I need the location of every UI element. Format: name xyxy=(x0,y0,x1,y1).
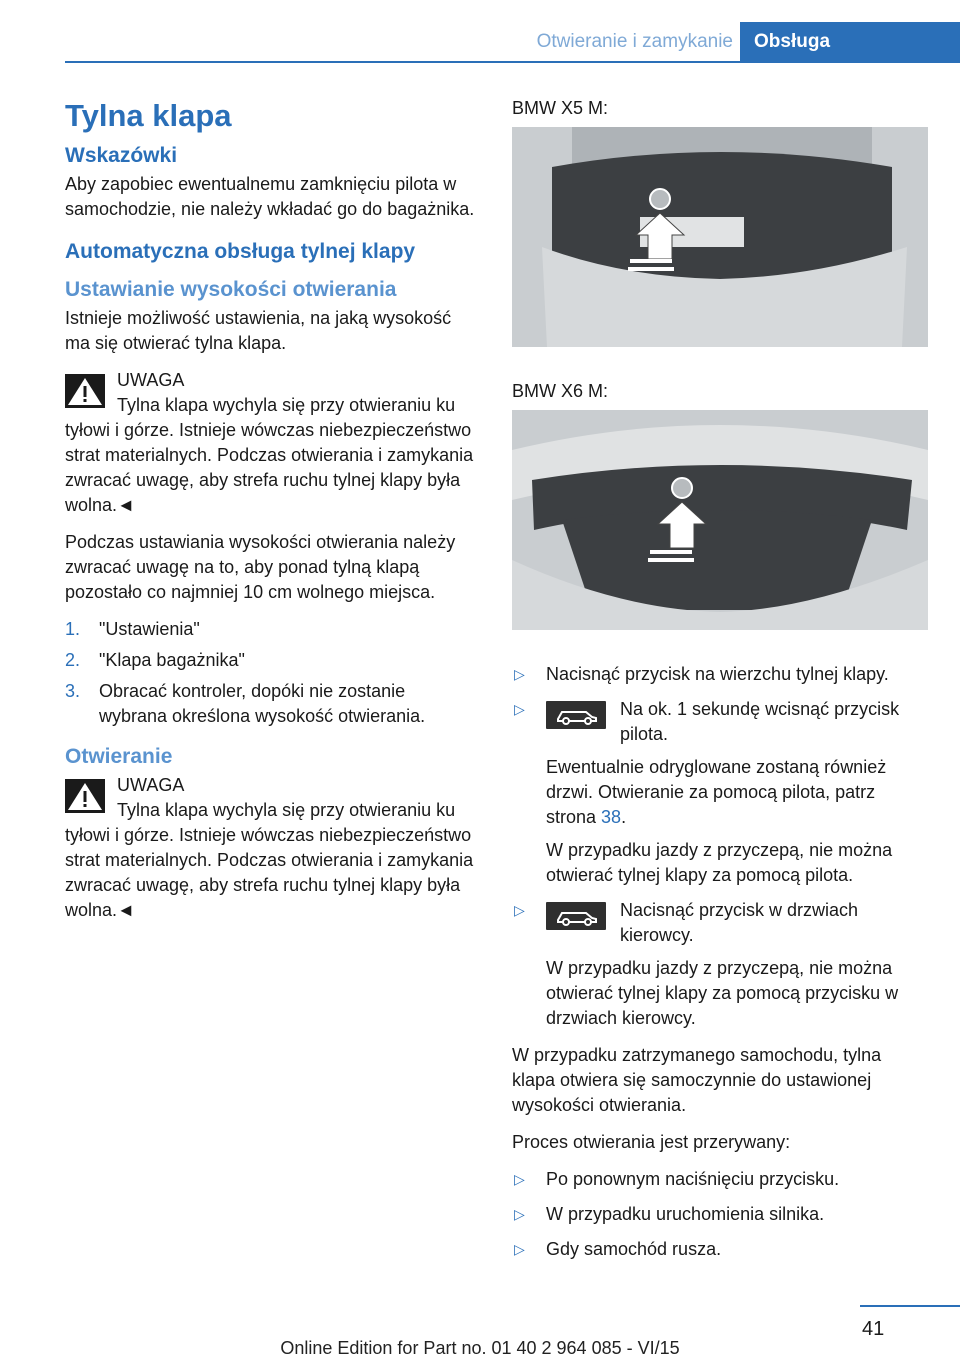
height-text: Istnieje możliwość ustawienia, na jaką wysokość ma się otwierać tylna klapa. xyxy=(65,308,452,353)
footer-rule xyxy=(860,1305,960,1307)
header-section-title: Otwieranie i zamykanie xyxy=(536,31,733,52)
interrupt-intro: Proces otwierania jest przerywany: xyxy=(512,1132,791,1152)
header-chapter-tab[interactable]: Obsługa xyxy=(740,22,960,62)
warning-triangle-icon xyxy=(65,779,105,813)
page-title: Tylna klapa xyxy=(65,98,232,133)
tailgate-x6-illustration xyxy=(512,410,928,630)
door-tailgate-button-icon xyxy=(546,902,606,930)
bullet-text: Gdy samochód rusza. xyxy=(546,1239,722,1259)
bullet-text: Po ponownym naciśnięciu przycisku. xyxy=(546,1169,840,1189)
bullet-text: Nacisnąć przycisk w drzwiach kierowcy. xyxy=(620,900,859,945)
step-item xyxy=(65,617,477,642)
tailgate-x5-illustration xyxy=(512,127,928,347)
notes-heading: Wskazówki xyxy=(65,144,178,167)
bullet-subtext: W przypadku jazdy z przyczepą, nie można otwierać tylnej klapy za pomocą przycisku w drzwiach kierowcy. xyxy=(546,958,899,1028)
figure-caption-x6: BMW X6 M: xyxy=(512,381,609,401)
height-heading: Ustawianie wysokości otwierania xyxy=(65,278,397,301)
page-number: 41 xyxy=(862,1318,885,1340)
edition-footer: Online Edition for Part no. 01 40 2 964 085 - VI/15 xyxy=(280,1338,680,1358)
step-text: "Ustawienia" xyxy=(99,619,200,639)
list-item xyxy=(512,662,928,687)
list-item xyxy=(512,1167,928,1192)
bullet-text: W przypadku uruchomienia silnika. xyxy=(546,1204,825,1224)
subtext-part: Ewentualnie odryglowane zostaną również drzwi. Otwieranie za pomocą pilota, patrz strona xyxy=(546,757,887,827)
warning-label: UWAGA xyxy=(117,370,185,390)
warning-text: Tylna klapa wychyla się przy otwieraniu ku tyłowi i górze. Istnieje wówczas niebezpieczeństwo strat materialnych. Podczas otwierania i zamykania zwracać uwagę, aby strefa ruchu tylnej klapy była wolna.◄ xyxy=(65,800,474,920)
figure-caption-x5: BMW X5 M: xyxy=(512,98,609,118)
remote-tailgate-button-icon xyxy=(546,701,606,729)
triangle-bullet-icon: ▷ xyxy=(514,902,525,918)
step-number: 1. xyxy=(65,619,81,639)
interrupt-list xyxy=(512,1167,928,1262)
triangle-bullet-icon: ▷ xyxy=(514,666,525,682)
warning-text: Tylna klapa wychyla się przy otwieraniu ku tyłowi i górze. Istnieje wówczas niebezpieczeństwo strat materialnych. Podczas otwierania i zamykania zwracać uwagę, aby strefa ruchu tylnej klapy była wolna.◄ xyxy=(65,395,474,515)
subtext-part: . xyxy=(621,807,627,827)
list-item xyxy=(512,697,928,888)
list-item xyxy=(512,1202,928,1227)
height-note: Podczas ustawiania wysokości otwierania należy zwracać uwagę na to, aby ponad tylną klapą pozostało co najmniej 10 cm wolnego miejsca. xyxy=(65,532,456,602)
warning-label: UWAGA xyxy=(117,775,185,795)
list-item xyxy=(512,1237,928,1262)
triangle-bullet-icon: ▷ xyxy=(514,701,525,717)
triangle-bullet-icon: ▷ xyxy=(514,1171,525,1187)
bullet-text: Na ok. 1 sekundę wcisnąć przycisk pilota. xyxy=(620,699,900,744)
step-number: 2. xyxy=(65,650,81,670)
left-column xyxy=(65,96,477,935)
list-item xyxy=(512,898,928,1031)
warning-block xyxy=(65,773,477,923)
bullet-subtext xyxy=(546,755,928,830)
notes-text: Aby zapobiec ewentualnemu zamknięciu pilota w samochodzie, nie należy wkładać go do bagażnika. xyxy=(65,174,475,219)
step-item xyxy=(65,648,477,673)
step-text: Obracać kontroler, dopóki nie zostanie wybrana określona wysokość otwierania. xyxy=(99,681,426,726)
opening-heading: Otwieranie xyxy=(65,745,173,768)
open-methods-list xyxy=(512,662,928,1031)
bullet-subtext: W przypadku jazdy z przyczepą, nie można otwierać tylnej klapy za pomocą pilota. xyxy=(546,840,893,885)
warning-triangle-icon xyxy=(65,374,105,408)
bullet-text: Nacisnąć przycisk na wierzchu tylnej klapy. xyxy=(546,664,889,684)
triangle-bullet-icon: ▷ xyxy=(514,1241,525,1257)
triangle-bullet-icon: ▷ xyxy=(514,1206,525,1222)
page-link-38[interactable]: 38 xyxy=(601,807,622,827)
auto-open-text: W przypadku zatrzymanego samochodu, tylna klapa otwiera się samoczynnie do ustawionej wysokości otwierania. xyxy=(512,1045,882,1115)
right-column xyxy=(512,96,928,1274)
steps-list xyxy=(65,617,477,729)
step-text: "Klapa bagażnika" xyxy=(99,650,245,670)
warning-block xyxy=(65,368,477,518)
header-rule xyxy=(65,61,960,63)
step-item xyxy=(65,679,477,729)
step-number: 3. xyxy=(65,681,81,701)
auto-heading: Automatyczna obsługa tylnej klapy xyxy=(65,240,416,263)
